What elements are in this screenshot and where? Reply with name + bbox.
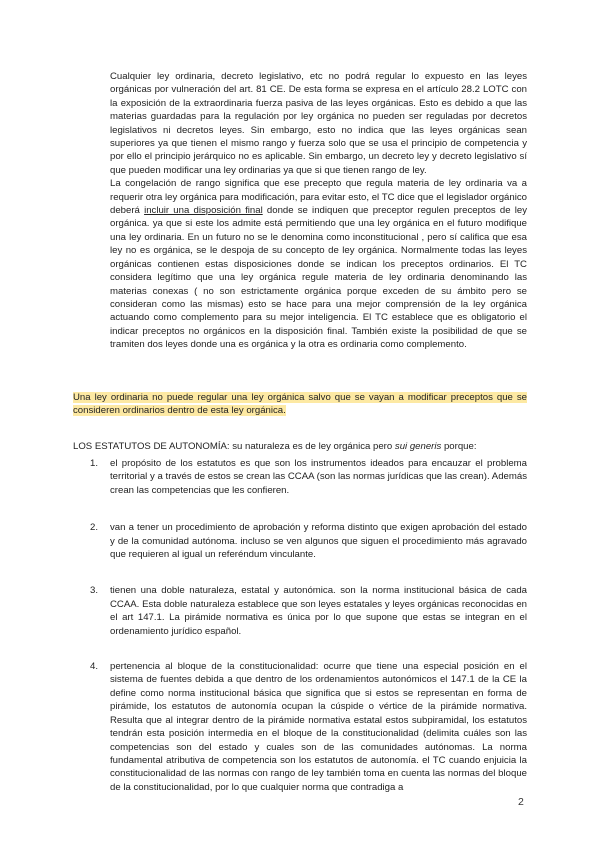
list-item (73, 584, 527, 638)
intro-text: LOS ESTATUTOS DE AUTONOMÍA: su naturaleza es de ley orgánica pero (73, 441, 395, 452)
page-number: 2 (518, 796, 524, 808)
text-run: La congelación de rango significa que ese precepto que regula materia de ley ordinaria va a requerir otra ley orgánica para modificación, para evitar esto, el TC dice que el legislador orgánico deberá (110, 178, 527, 217)
highlighted-rule (73, 391, 527, 418)
list-item-text: pertenencia al bloque de la constitucionalidad: ocurre que tiene una especial posición en el sistema de fuentes debida a que dentro de los ordenamientos autonómicos el 147.1 de la CE la define como norma institucional básica que significa que si estos se representan en forma de pirámide, los estatutos de autonomía ocupan la cúspide o vértice de la pirámide normativa. Resulta que al integrar dentro de la pirámide normativa estatal estos subpiramidal, los estatutos tendrán esta posición intermedia en el bloque de la constitucionalidad (delimita cuáles son las competencias son del estado y cuales son de las comunidades autónomas. La norma fundamental atributiva de competencia son los estatutos de autonomía. el TC cuando enjuicia la constitucionalidad de las normas con rango de ley también toma en cuenta las normas del bloque de la constitucionalidad, por lo que cualquier norma que contradiga a (110, 661, 527, 793)
text-run: donde se indiquen que preceptor regulen preceptos de ley orgánica. ya que si este los admite está permitiendo que una ley orgánica en el futuro modifique una ley ordinaria. En un futuro no se le denomina como inconstitucional , pero sí califica que esa ley no es orgánica, se le despoja de su concepto de ley orgánica. Normalmente todas las leyes orgánicas contienen estas disposiciones donde se indican los preceptos ordinarios. El TC considera legítimo que una ley orgánica regule materia de ley ordinaria denominando las materias conexas ( no son estrictamente orgánica porque exceden de su ámbito pero se consideran como las mismas) esto se hace para una mejor comprensión de la ley orgánica actuando como complemento para su mejor inteligencia. El TC establece que es obligatorio el indicar preceptos no orgánicos en la disposición final. También existe la posibilidad de que se tramiten dos leyes donde una es orgánica y la otra es ordinaria como complemento. (110, 205, 527, 351)
list-item (73, 660, 527, 794)
paragraph-congelacion-rango (110, 177, 527, 351)
estatutos-intro (73, 440, 527, 453)
list-item-text: tienen una doble naturaleza, estatal y autonómica. son la norma institucional básica de cada CCAA. Esta doble naturaleza establece que son leyes estatales y leyes orgánicas reconocidas en el art 147.1. La pirámide normativa es única por lo que supone que estas se integran en el ordenamiento jurídico español. (110, 585, 527, 637)
underlined-text: incluir una disposición final (144, 205, 263, 217)
italic-term: sui generis (394, 441, 442, 452)
list-item (73, 521, 527, 561)
highlighted-text: Una ley ordinaria no puede regular una ley orgánica salvo que se vayan a modificar preceptos que se consideren ordinarios dentro de esta ley orgánica. (73, 392, 527, 417)
paragraph-fuerza-pasiva (110, 70, 527, 352)
list-item (73, 457, 527, 497)
list-number: 1. (90, 458, 99, 469)
list-item-text: el propósito de los estatutos es que son los instrumentos ideados para encauzar el problema territorial y a través de estos se crean las CCAA (son las normas jurídicas que las crean). Además crean las competencias que les confieren. (110, 458, 527, 496)
list-number: 4. (90, 661, 99, 673)
list-number: 2. (90, 522, 99, 534)
estatutos-list (73, 457, 527, 794)
list-number: 3. (90, 585, 99, 597)
paragraph-text: Cualquier ley ordinaria, decreto legislativo, etc no podrá regular lo expuesto en las leyes orgánicas por vulneración del art. 81 CE. De esta forma se expresa en el artículo 28.2 LOTC con la exposición de la extraordinaria fuerza pasiva de las leyes orgánicas. Esto es debido a que las materias guardadas para la regulación por ley orgánica no pueden ser reguladas por decretos legislativos ni decretos leyes. Sin embargo, esto no indica que las leyes orgánicas sean superiores ya que tienen el mismo rango y fuerza solo que se usa el principio de competencia y por ello el principio jerárquico no es aplicable. Sin embargo, un decreto ley y decreto legislativo sí que pueden modificar una ley ordinarias ya que si que tienen rango de ley. (110, 71, 527, 176)
list-item-text: van a tener un procedimiento de aprobación y reforma distinto que exigen aprobación del estado y de la comunidad autónoma. incluso se ven algunos que siguen el procedimiento más agravado que requieren al igual un referéndum vinculante. (110, 522, 527, 561)
intro-text-end: porque: (441, 441, 477, 452)
